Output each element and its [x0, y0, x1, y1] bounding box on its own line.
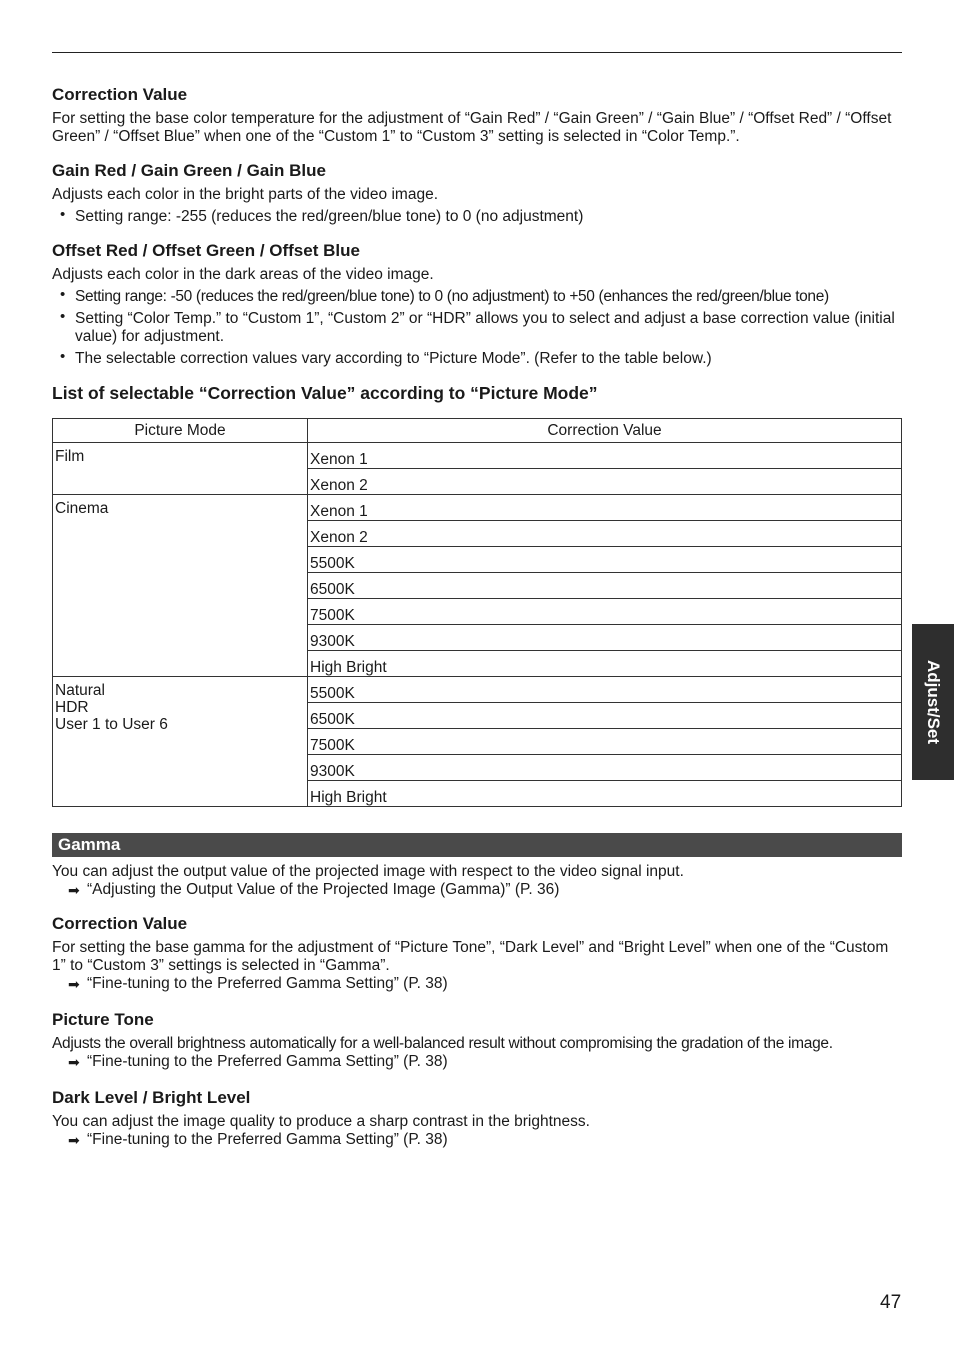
picture-tone-text: Adjusts the overall brightness automatically for a well-balanced result without compromising the gradation of the image.: [52, 1034, 833, 1052]
heading-gamma-correction-value: Correction Value: [52, 913, 188, 933]
offset-bullets: [52, 285, 902, 368]
table-title: List of selectable “Correction Value” according to “Picture Mode”: [52, 382, 598, 403]
heading-correction-value: Correction Value: [52, 85, 188, 104]
bullet-icon: •: [60, 348, 66, 365]
bullet-icon: •: [60, 206, 66, 223]
list-item: • Setting range: -255 (reduces the red/green/blue tone) to 0 (no adjustment): [60, 206, 584, 225]
value-cell: 9300K: [308, 754, 902, 780]
dark-bright-text: You can adjust the image quality to produce a sharp contrast in the brightness.: [52, 1112, 590, 1130]
value-cell: 7500K: [308, 598, 902, 624]
value-cell: 5500K: [308, 546, 902, 572]
picture-tone-reference: ➡ “Fine-tuning to the Preferred Gamma Setting” (P. 38): [68, 1052, 448, 1070]
page-content: [52, 84, 902, 1149]
value-cell: High Bright: [308, 780, 902, 806]
table-row: [53, 494, 902, 520]
heading-dark-bright-level: Dark Level / Bright Level: [52, 1087, 251, 1107]
mode-line: Natural: [55, 681, 105, 699]
offset-text: Adjusts each color in the dark areas of the video image.: [52, 265, 434, 283]
correction-value-text: For setting the base color temperature for the adjustment of “Gain Red” / “Gain Green” / “Gain Blue” / “Offset Red” / “Offset Green” / “Offset Blue” when one of the “Custom 1” to “Custom 3” setting is selected in “Color Temp.”.: [52, 110, 892, 145]
gamma-intro-reference: ➡ “Adjusting the Output Value of the Projected Image (Gamma)” (P. 36): [68, 880, 560, 898]
value-cell: 6500K: [308, 702, 902, 728]
side-tab-adjust-set: [912, 624, 954, 780]
gamma-correction-text: For setting the base gamma for the adjustment of “Picture Tone”, “Dark Level” and “Bright Level” when one of the “Custom 1” to “Custom 3” settings is selected in “Gamma”.: [52, 938, 889, 974]
column-header-correction-value: Correction Value: [308, 418, 902, 442]
value-cell: High Bright: [308, 650, 902, 676]
gamma-section-bar: Gamma: [52, 833, 902, 857]
value-cell: Xenon 2: [308, 468, 902, 494]
list-item: • Setting “Color Temp.” to “Custom 1”, “Custom 2” or “HDR” allows you to select and adjust a base correction value (initial value) for adjustment.: [60, 308, 895, 345]
mode-cell: Cinema: [53, 494, 308, 676]
list-item: • Setting range: -50 (reduces the red/green/blue tone) to 0 (no adjustment) to +50 (enhances the red/green/blue tone): [60, 285, 829, 305]
arrow-right-icon: ➡: [68, 1053, 80, 1070]
value-cell: 7500K: [308, 728, 902, 754]
mode-cell: [53, 676, 308, 806]
value-cell: 5500K: [308, 676, 902, 702]
gamma-correction-reference: ➡ “Fine-tuning to the Preferred Gamma Setting” (P. 38): [68, 974, 448, 992]
arrow-right-icon: ➡: [68, 881, 80, 898]
mode-line: User 1 to User 6: [55, 715, 168, 733]
table-header-row: [53, 418, 902, 442]
dark-bright-reference: ➡ “Fine-tuning to the Preferred Gamma Setting” (P. 38): [68, 1130, 448, 1148]
heading-offset: Offset Red / Offset Green / Offset Blue: [52, 240, 360, 260]
header-rule: [52, 52, 902, 53]
table-row: [53, 442, 902, 468]
value-cell: Xenon 1: [308, 494, 902, 520]
page-number: 47: [880, 1292, 902, 1313]
gamma-intro: You can adjust the output value of the projected image with respect to the video signal input.: [52, 862, 684, 880]
heading-gain: Gain Red / Gain Green / Gain Blue: [52, 161, 326, 180]
bullet-icon: •: [60, 285, 65, 303]
value-cell: 6500K: [308, 572, 902, 598]
mode-line: HDR: [55, 698, 89, 716]
arrow-right-icon: ➡: [68, 975, 80, 992]
value-cell: Xenon 1: [308, 442, 902, 468]
gain-bullets: [52, 208, 902, 226]
bullet-icon: •: [60, 308, 66, 325]
arrow-right-icon: ➡: [68, 1131, 80, 1148]
value-cell: 9300K: [308, 624, 902, 650]
list-item: • The selectable correction values vary according to “Picture Mode”. (Refer to the table below.): [60, 348, 712, 367]
value-cell: Xenon 2: [308, 520, 902, 546]
mode-cell: Film: [53, 442, 308, 494]
table-row: [53, 676, 902, 702]
heading-picture-tone: Picture Tone: [52, 1009, 154, 1029]
side-tab-label: Adjust/Set: [924, 659, 943, 745]
correction-value-table: [52, 418, 902, 807]
column-header-picture-mode: Picture Mode: [53, 418, 308, 442]
gain-text: Adjusts each color in the bright parts of the video image.: [52, 186, 438, 203]
